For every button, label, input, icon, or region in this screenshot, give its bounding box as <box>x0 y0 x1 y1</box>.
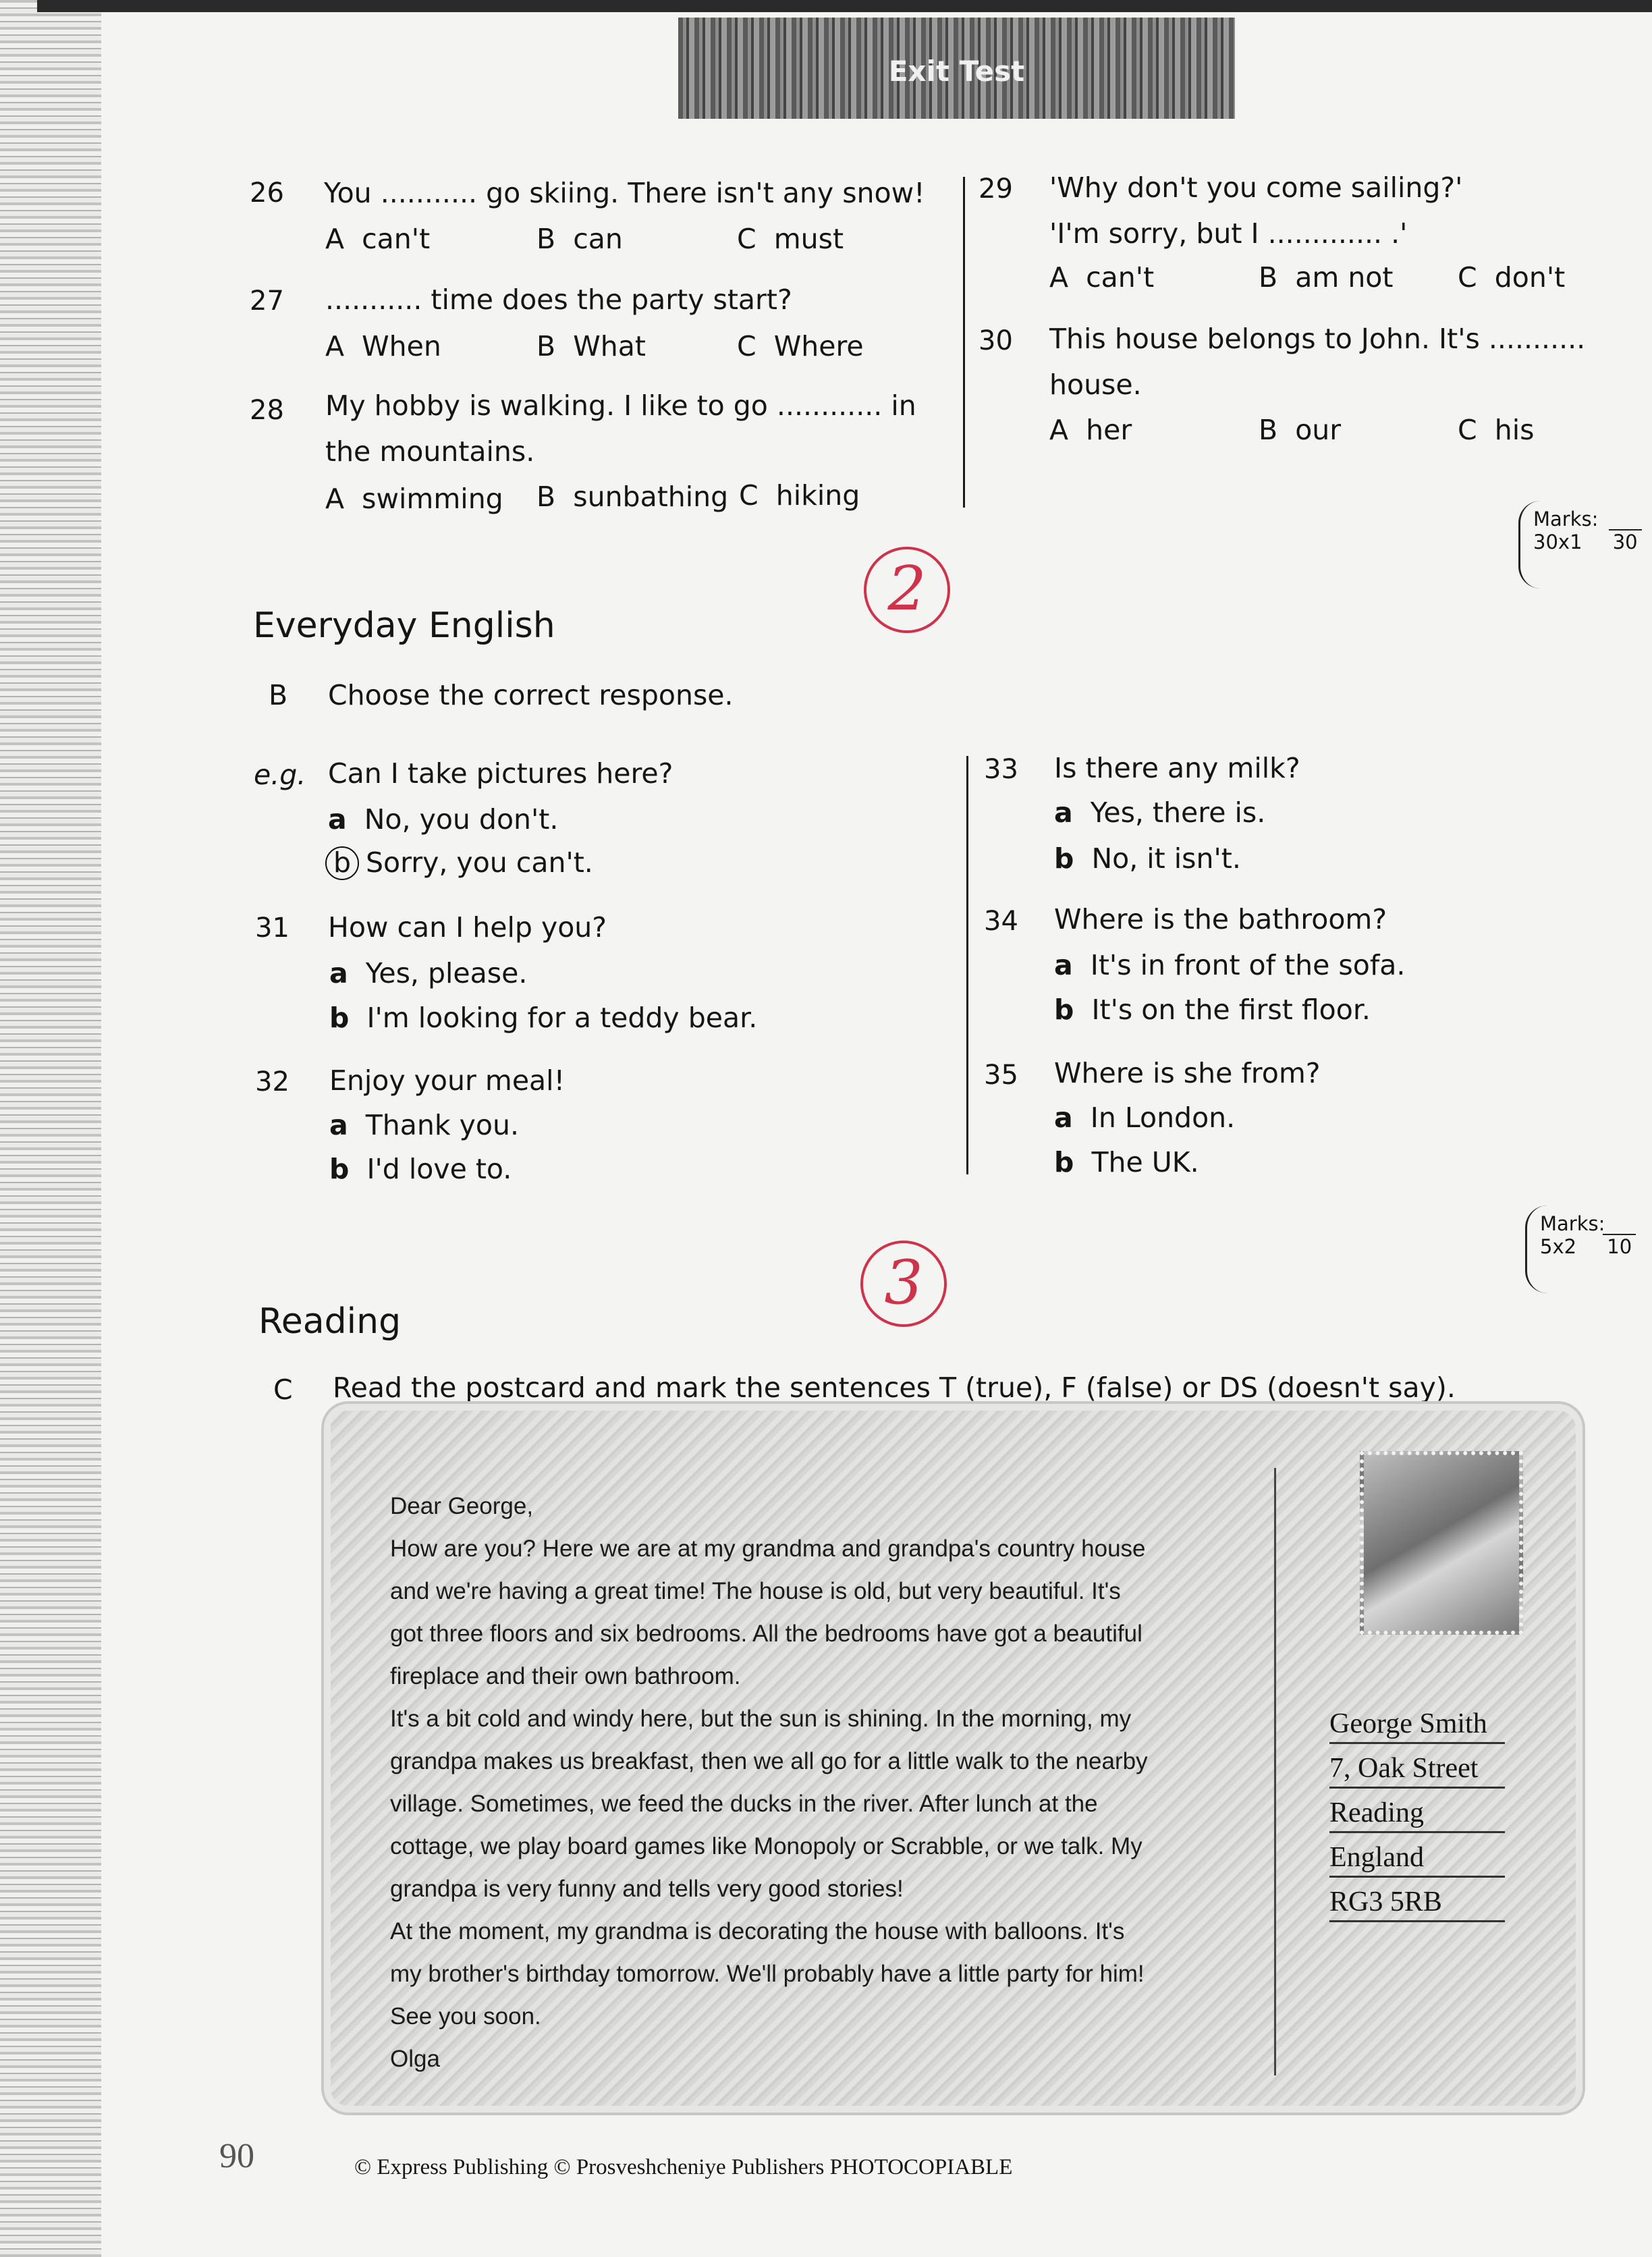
question-number: 29 <box>979 173 1013 205</box>
question-number: 30 <box>979 325 1013 356</box>
postcard-line: cottage, we play board games like Monopoly or Scrabble, or we talk. My <box>390 1833 1142 1859</box>
page-number: 90 <box>219 2137 254 2175</box>
postcard-line: grandpa makes us breakfast, then we all go for a little walk to the nearby <box>390 1748 1148 1774</box>
section-title: Reading <box>258 1301 402 1342</box>
marks-box <box>1533 508 1642 553</box>
postcard-line: Dear George, <box>390 1493 534 1519</box>
option: C his <box>1458 414 1535 446</box>
option-a: a Thank you. <box>329 1109 520 1141</box>
postage-stamp <box>1360 1451 1523 1635</box>
option: C hiking <box>739 479 860 512</box>
option-b: b I'm looking for a teddy bear. <box>329 1002 758 1034</box>
postcard-line: fireplace and their own bathroom. <box>390 1663 741 1689</box>
header-title: Exit Test <box>888 55 1025 88</box>
instruction-letter: C <box>273 1374 293 1406</box>
column-divider <box>963 177 965 508</box>
question-text: Is there any milk? <box>1054 752 1300 784</box>
option-a: a Yes, there is. <box>1054 796 1266 829</box>
question-number: 33 <box>984 754 1018 785</box>
option-a: a In London. <box>1054 1102 1236 1134</box>
question-number: 26 <box>250 178 284 209</box>
option: C don't <box>1458 261 1566 294</box>
question-text: 'Why don't you come sailing?' <box>1049 171 1463 204</box>
address-line: Reading <box>1329 1797 1505 1833</box>
marks-label: Marks: <box>1540 1212 1605 1235</box>
marks-bracket <box>1525 1205 1547 1293</box>
address-line: 7, Oak Street <box>1329 1752 1505 1789</box>
question-text: ........... time does the party start? <box>325 283 792 316</box>
postcard-line: village. Sometimes, we feed the ducks in the river. After lunch at the <box>390 1791 1098 1817</box>
instruction-text: Choose the correct response. <box>328 679 734 711</box>
postcard-line: got three floors and six bedrooms. All the bedrooms have got a beautiful <box>390 1621 1142 1647</box>
postcard-line: See you soon. <box>390 2003 541 2030</box>
marks-formula: 5x2 <box>1540 1235 1577 1258</box>
option: B What <box>536 330 646 362</box>
address-line: RG3 5RB <box>1329 1886 1505 1922</box>
question-text: Where is the bathroom? <box>1054 903 1387 935</box>
marks-bracket <box>1518 501 1541 589</box>
marks-box <box>1540 1212 1636 1258</box>
postcard-line: At the moment, my grandma is decorating the house with balloons. It's <box>390 1918 1125 1945</box>
example-question: Can I take pictures here? <box>328 757 673 790</box>
option-b: b The UK. <box>1054 1146 1199 1178</box>
question-text: This house belongs to John. It's ........... <box>1049 323 1586 355</box>
marks-total: 30 <box>1609 529 1642 553</box>
address-line: George Smith <box>1329 1708 1505 1744</box>
postcard-line: Olga <box>390 2046 440 2072</box>
option: C must <box>737 223 844 255</box>
example-option-a: a No, you don't. <box>328 803 559 836</box>
question-number: 27 <box>250 285 284 317</box>
instruction-text: Read the postcard and mark the sentences T (true), F (false) or DS (doesn't say). <box>333 1371 1456 1404</box>
option-b: b It's on the first floor. <box>1054 994 1371 1026</box>
instruction-letter: B <box>269 679 288 711</box>
option-a: a It's in front of the sofa. <box>1054 949 1406 981</box>
question-text: Enjoy your meal! <box>329 1064 566 1097</box>
option: A can't <box>325 223 431 255</box>
address-line: England <box>1329 1841 1505 1878</box>
postcard-line: grandpa is very funny and tells very good stories! <box>390 1876 904 1902</box>
question-text: Where is she from? <box>1054 1057 1321 1089</box>
marks-formula: 30x1 <box>1533 531 1582 553</box>
marks-label: Marks: <box>1533 508 1599 531</box>
postcard-line: It's a bit cold and windy here, but the sun is shining. In the morning, my <box>390 1706 1132 1732</box>
option: B am not <box>1259 261 1394 294</box>
postcard-line: How are you? Here we are at my grandma and grandpa's country house <box>390 1535 1146 1562</box>
page-header-banner <box>678 18 1235 119</box>
column-divider <box>966 756 968 1174</box>
scan-edge-artifact <box>0 0 101 2257</box>
question-text: My hobby is walking. I like to go ............ in <box>325 389 916 422</box>
option: A her <box>1049 414 1132 446</box>
postcard <box>331 1411 1576 2106</box>
question-text: How can I help you? <box>328 911 607 944</box>
question-number: 35 <box>984 1060 1018 1091</box>
teacher-annotation: 3 <box>860 1241 947 1327</box>
postcard-line: my brother's birthday tomorrow. We'll probably have a little party for him! <box>390 1961 1145 1987</box>
top-rule <box>37 0 1652 12</box>
marks-total: 10 <box>1603 1234 1636 1258</box>
option: B our <box>1259 414 1342 446</box>
example-option-b: b Sorry, you can't. <box>325 846 593 880</box>
postcard-line: and we're having a great time! The house is old, but very beautiful. It's <box>390 1578 1121 1604</box>
question-number: 32 <box>255 1066 290 1097</box>
question-text-cont: house. <box>1049 369 1142 401</box>
question-number: 34 <box>984 906 1018 937</box>
postcard-message <box>390 1485 1308 2080</box>
section-title: Everyday English <box>253 605 555 646</box>
option: A When <box>325 330 441 362</box>
question-number: 28 <box>250 395 284 426</box>
option-b: b No, it isn't. <box>1054 842 1241 875</box>
question-text-cont: 'I'm sorry, but I ............. .' <box>1049 217 1408 250</box>
copyright-footer: © Express Publishing © Prosveshcheniye Publishers PHOTOCOPIABLE <box>354 2155 1013 2179</box>
postcard-divider <box>1274 1468 1276 2075</box>
question-text-cont: the mountains. <box>325 435 535 468</box>
option: C Where <box>737 330 864 362</box>
option-a: a Yes, please. <box>329 957 528 989</box>
option: B sunbathing <box>536 481 729 513</box>
option-b: b I'd love to. <box>329 1153 512 1185</box>
example-label: e.g. <box>254 759 306 791</box>
option: A can't <box>1049 261 1155 294</box>
question-text: You ........... go skiing. There isn't any snow! <box>324 177 925 209</box>
question-number: 31 <box>255 913 290 944</box>
teacher-annotation: 2 <box>864 547 950 633</box>
option: A swimming <box>325 483 503 515</box>
option: B can <box>536 223 623 255</box>
